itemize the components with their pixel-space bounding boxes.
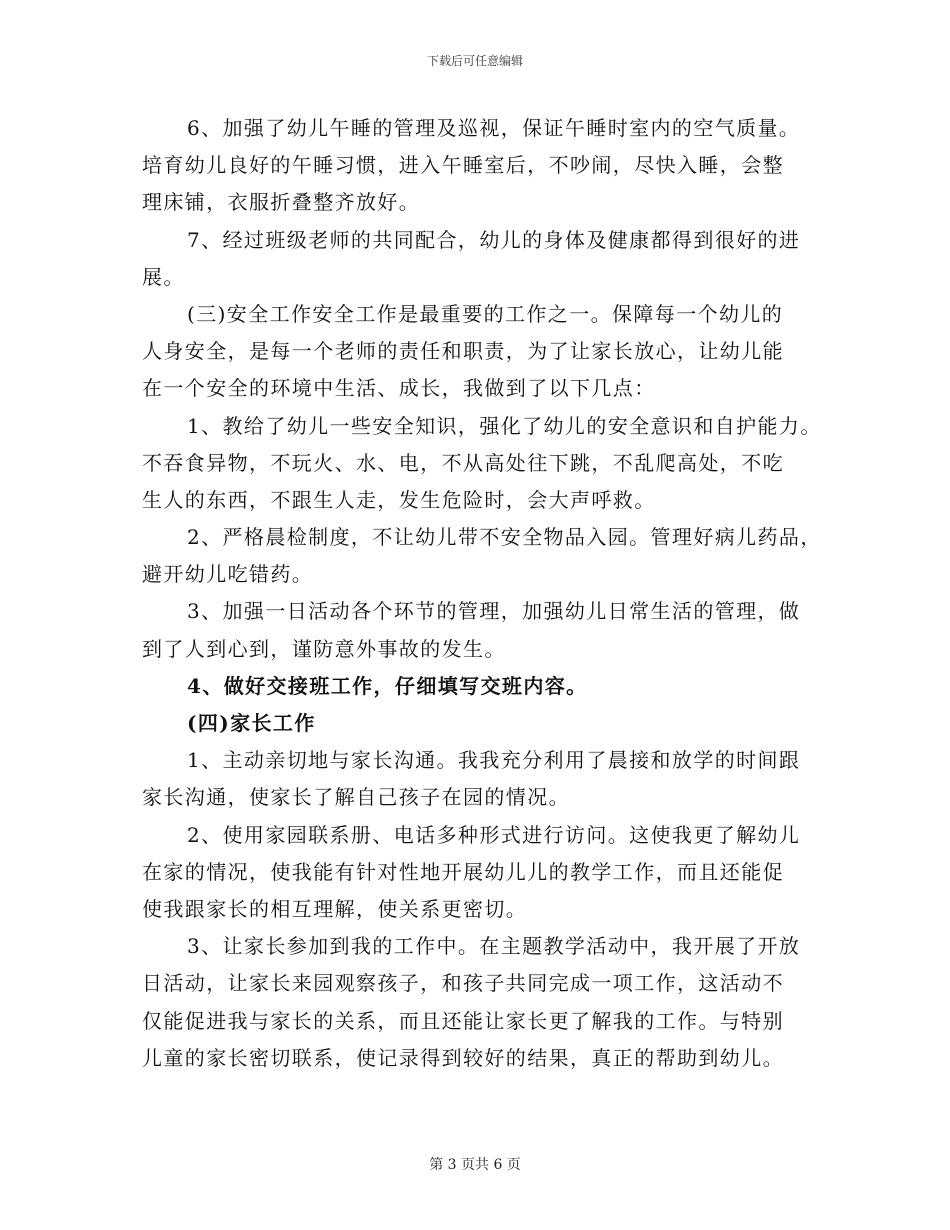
text-line: (三)安全工作安全工作是最重要的工作之一。保障每一个幼儿的 — [187, 301, 784, 326]
text-line: 日活动，让家长来园观察孩子，和孩子共同完成一项工作，这活动不 — [142, 971, 784, 996]
text-line: 展。 — [142, 264, 185, 289]
page-header: 下载后可任意编辑 — [426, 54, 523, 68]
text-line: 到了人到心到，谨防意外事故的发生。 — [142, 636, 506, 661]
text-line: 家长沟通，使家长了解自己孩子在园的情况。 — [142, 785, 570, 810]
text-line: 4、做好交接班工作，仔细填写交班内容。 — [187, 673, 588, 698]
text-line: 在一个安全的环境中生活、成长，我做到了以下几点： — [142, 376, 656, 401]
text-line: 仅能促进我与家长的关系，而且还能让家长更了解我的工作。与特别 — [142, 1008, 784, 1033]
text-line: 培育幼儿良好的午睡习惯，进入午睡室后，不吵闹，尽快入睡，会整 — [142, 153, 784, 178]
text-line: 理床铺，衣服折叠整齐放好。 — [142, 190, 421, 215]
text-line: 1、教给了幼儿一些安全知识，强化了幼儿的安全意识和自护能力。 — [187, 413, 822, 438]
text-line: 3、加强一日活动各个环节的管理，加强幼儿日常生活的管理，做 — [187, 599, 801, 624]
text-line: 7、经过班级老师的共同配合，幼儿的身体及健康都得到很好的进 — [187, 227, 801, 252]
text-line: (四)家长工作 — [187, 711, 316, 735]
page-number: 第 3 页共 6 页 — [429, 1157, 521, 1173]
text-line: 6、加强了幼儿午睡的管理及巡视，保证午睡时室内的空气质量。 — [187, 116, 801, 140]
text-line: 2、使用家园联系册、电话多种形式进行访问。这使我更了解幼儿 — [187, 822, 801, 847]
text-line: 1、主动亲切地与家长沟通。我我充分利用了晨接和放学的时间跟 — [187, 748, 801, 773]
text-line: 人身安全，是每一个老师的责任和职责，为了让家长放心，让幼儿能 — [142, 339, 784, 364]
text-line: 3、让家长参加到我的工作中。在主题教学活动中，我开展了开放 — [187, 934, 801, 959]
text-line: 使我跟家长的相互理解，使关系更密切。 — [142, 896, 528, 921]
text-line: 不吞食异物，不玩火、水、电，不从高处往下跳，不乱爬高处，不吃 — [142, 450, 784, 475]
text-line: 儿童的家长密切联系，使记录得到较好的结果，真正的帮助到幼儿。 — [142, 1045, 784, 1070]
text-line: 在家的情况，使我能有针对性地开展幼儿儿的教学工作，而且还能促 — [142, 859, 784, 884]
document-body — [142, 110, 822, 1077]
text-line: 生人的东西，不跟生人走，发生危险时，会大声呼救。 — [142, 487, 656, 512]
text-line: 避开幼儿吃错药。 — [142, 562, 314, 587]
text-line: 2、严格晨检制度，不让幼儿带不安全物品入园。管理好病儿药品， — [187, 525, 822, 550]
